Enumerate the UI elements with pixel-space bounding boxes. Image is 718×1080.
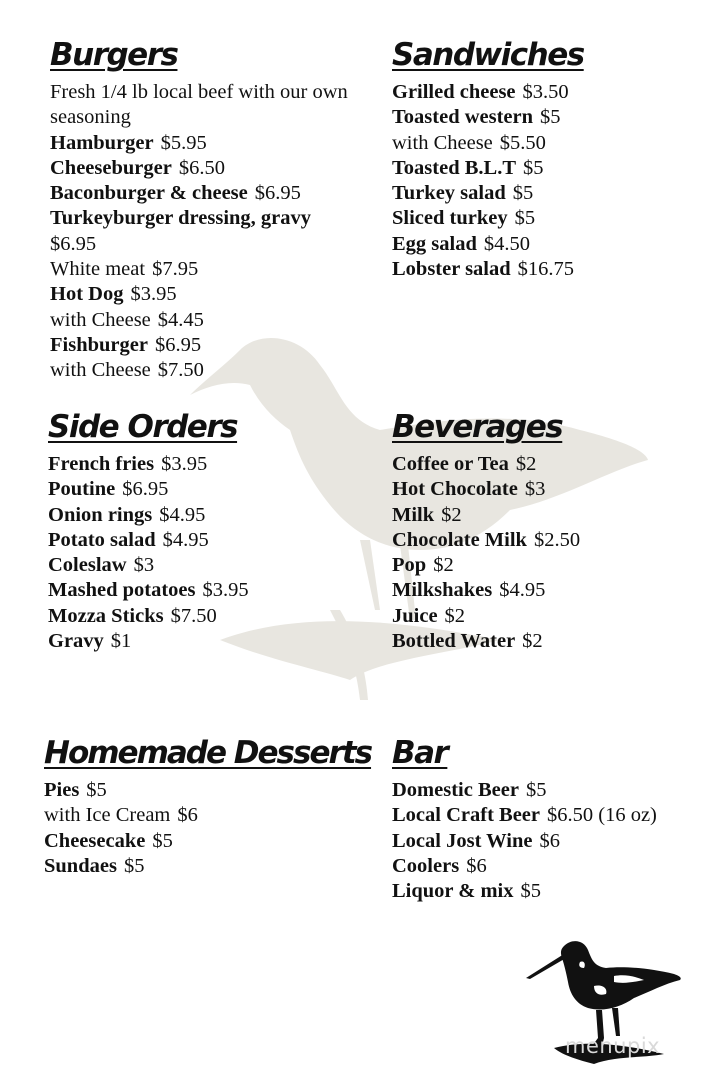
menu-item: Hamburger $5.95 xyxy=(50,131,207,154)
menu-item: Domestic Beer $5 xyxy=(392,779,547,801)
bar-title: Bar xyxy=(392,735,448,771)
menu-item: Mashed potatoes $3.95 xyxy=(48,579,249,602)
menu-item: Gravy $1 xyxy=(48,630,132,653)
menu-item: Pies $5 xyxy=(44,779,107,801)
desserts-title: Homemade Desserts xyxy=(44,735,372,771)
sandwiches-section xyxy=(392,34,702,282)
desserts-section xyxy=(44,732,384,879)
menu-item: with Cheese $5.50 xyxy=(392,131,546,154)
menu-item: Baconburger & cheese $6.95 xyxy=(50,182,301,205)
menu-item: Milkshakes $4.95 xyxy=(392,579,546,602)
menu-item: Turkey salad $5 xyxy=(392,182,534,205)
burgers-section xyxy=(50,34,370,384)
menu-item: Bottled Water $2 xyxy=(392,630,543,653)
menu-item: Mozza Sticks $7.50 xyxy=(48,604,217,627)
menu-item: Cheeseburger $6.50 xyxy=(50,156,225,179)
burgers-title: Burgers xyxy=(50,37,178,73)
menu-item: Local Craft Beer $6.50 (16 oz) xyxy=(392,804,657,827)
bar-section xyxy=(392,732,712,904)
menu-item: Local Jost Wine $6 xyxy=(392,829,560,852)
menu-item: Liquor & mix $5 xyxy=(392,880,541,903)
menu-item: White meat $7.95 xyxy=(50,258,199,281)
menu-item: Potato salad $4.95 xyxy=(48,528,209,551)
menu-item: Toasted western $5 xyxy=(392,106,561,129)
menu-item: Coolers $6 xyxy=(392,854,487,877)
beverages-section xyxy=(392,406,702,654)
menu-item: Chocolate Milk $2.50 xyxy=(392,528,581,551)
burgers-description: Fresh 1/4 lb local beef with our own seasoning xyxy=(50,81,348,129)
menu-item: Fishburger $6.95 xyxy=(50,333,202,356)
menu-item: Hot Chocolate $3 xyxy=(392,478,546,501)
side-orders-title: Side Orders xyxy=(48,409,238,445)
menu-item: French fries $3.95 xyxy=(48,453,208,475)
menu-item: Poutine $6.95 xyxy=(48,478,169,501)
beverages-title: Beverages xyxy=(392,409,563,445)
menu-item: Coffee or Tea $2 xyxy=(392,453,537,475)
menu-item: Juice $2 xyxy=(392,604,466,627)
menu-item: Sliced turkey $5 xyxy=(392,207,536,230)
menu-item: with Cheese $4.45 xyxy=(50,308,204,331)
menu-item: Egg salad $4.50 xyxy=(392,232,530,255)
menu-item: Pop $2 xyxy=(392,554,454,577)
menu-item: Hot Dog $3.95 xyxy=(50,283,177,306)
sandwiches-title: Sandwiches xyxy=(392,37,584,73)
menu-item: Grilled cheese $3.50 xyxy=(392,81,569,103)
menu-item: with Ice Cream $6 xyxy=(44,804,198,827)
menu-item: Lobster salad $16.75 xyxy=(392,258,575,281)
menu-item: Cheesecake $5 xyxy=(44,829,173,852)
menu-item: Sundaes $5 xyxy=(44,854,145,877)
menu-item: Turkeyburger dressing, gravy xyxy=(50,207,312,230)
menu-item: Coleslaw $3 xyxy=(48,554,155,577)
menu-item: with Cheese $7.50 xyxy=(50,359,204,382)
menupix-watermark: menupix xyxy=(565,1034,661,1058)
menu-item: Onion rings $4.95 xyxy=(48,503,206,526)
menu-item-price: $6.95 xyxy=(50,232,97,255)
menu-item: Milk $2 xyxy=(392,503,462,526)
menu-item: Toasted B.L.T $5 xyxy=(392,156,544,179)
side-orders-section xyxy=(48,406,368,654)
